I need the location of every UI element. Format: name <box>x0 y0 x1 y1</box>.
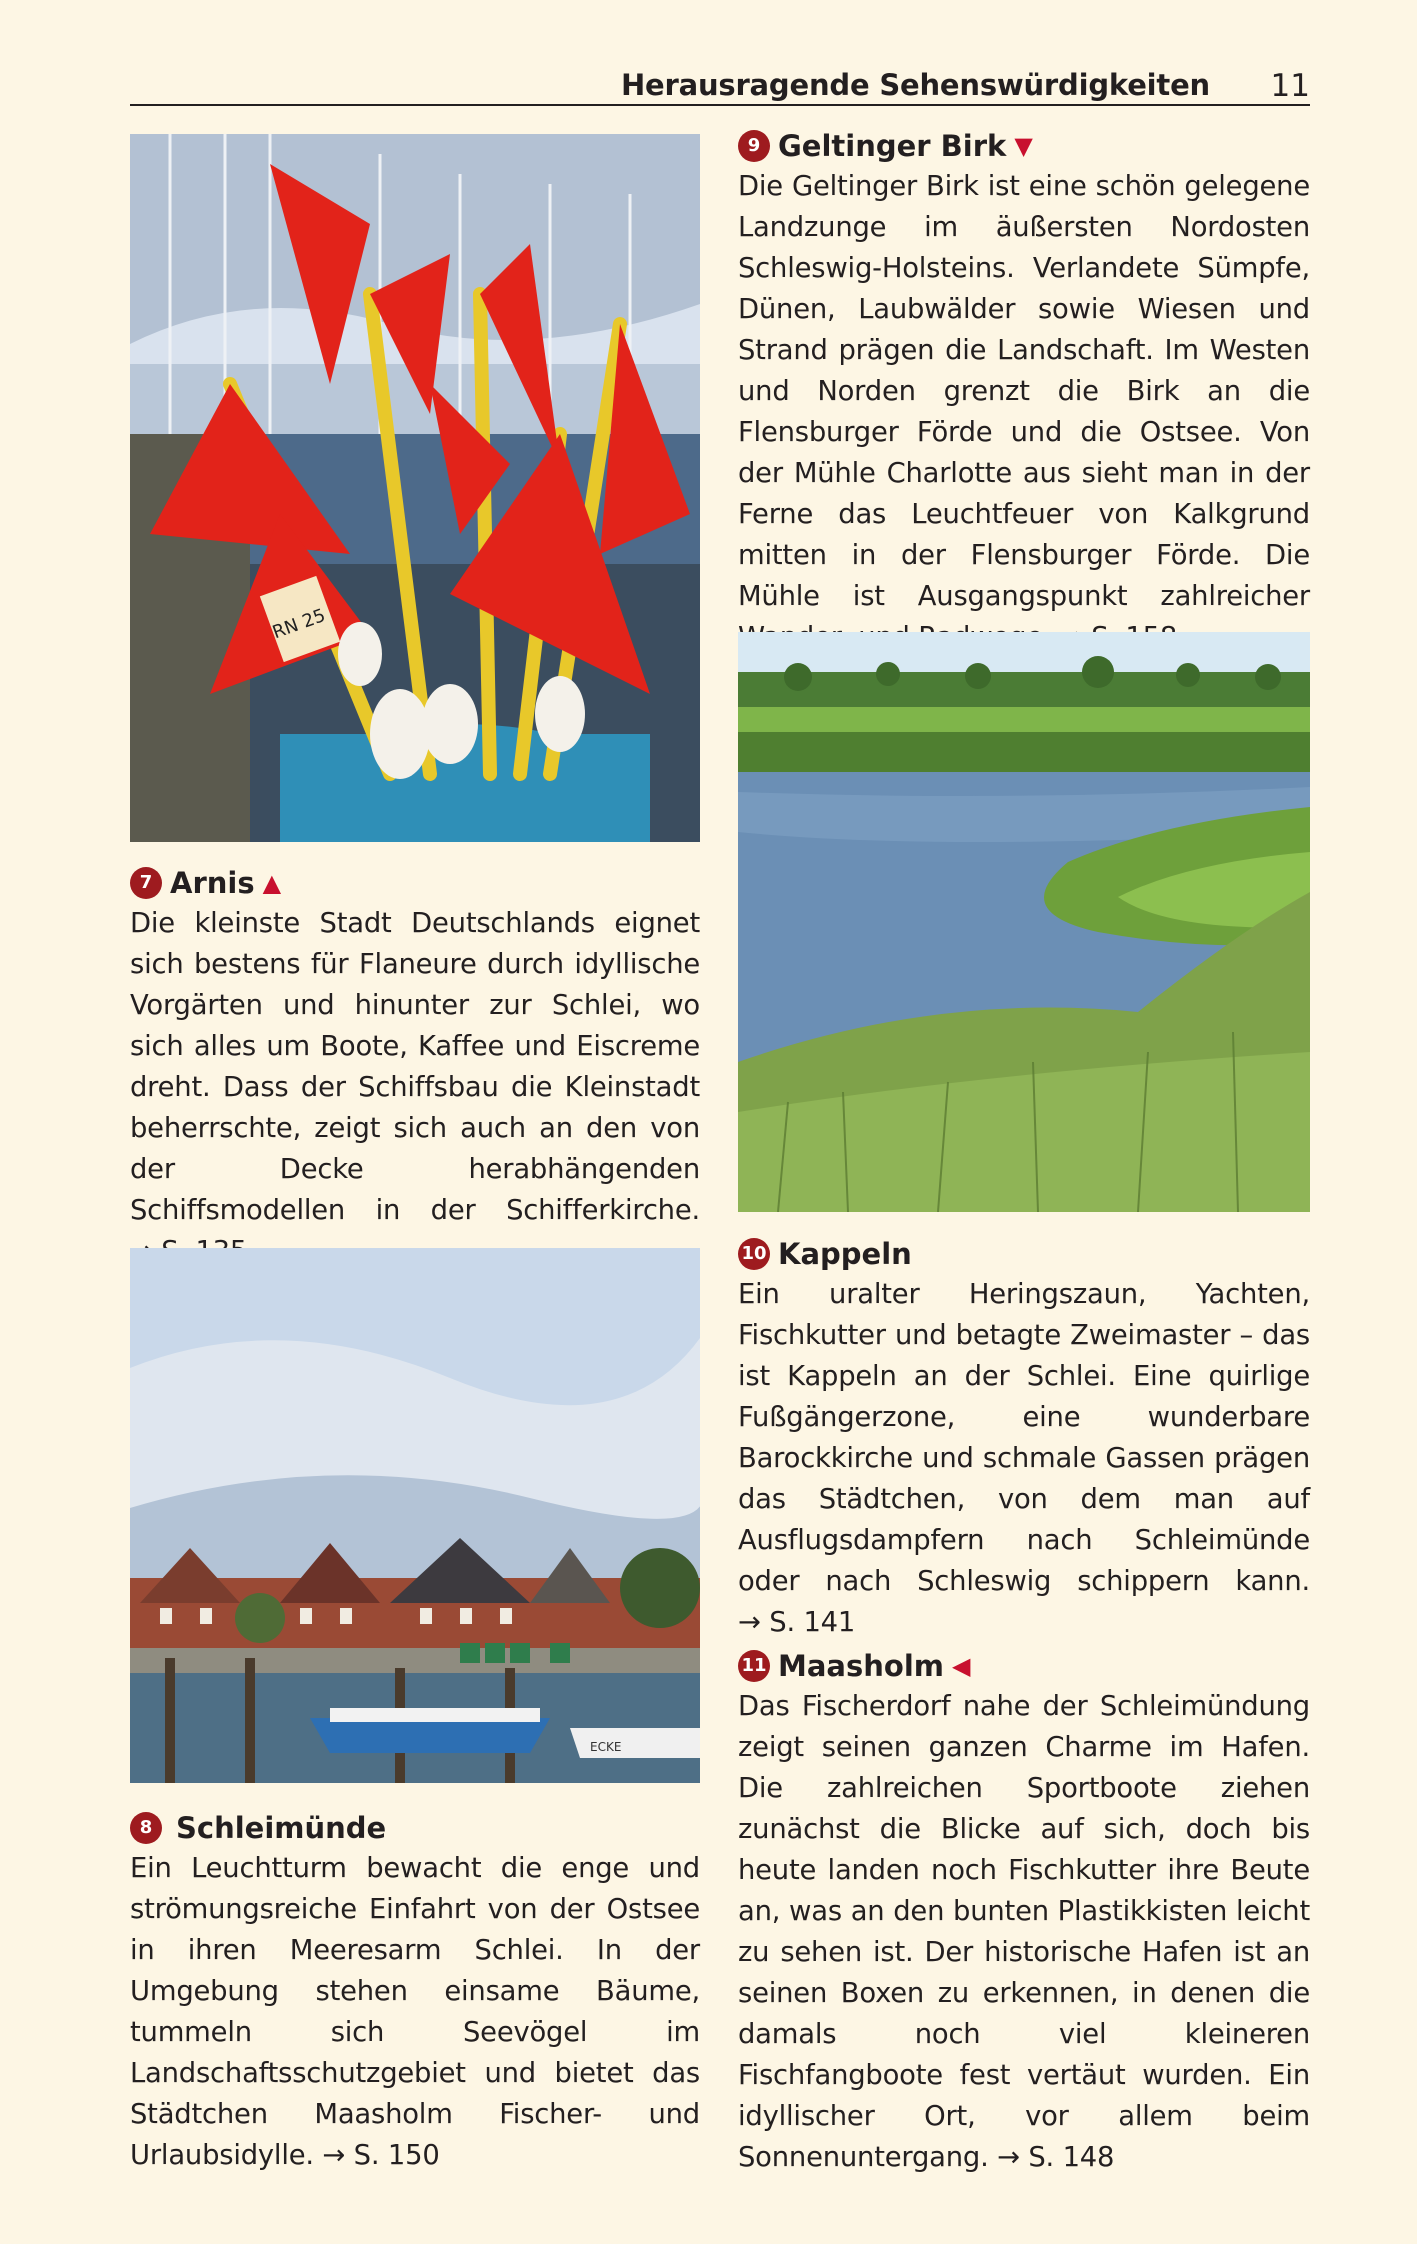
arrow-down-icon: ▼ <box>1014 132 1033 160</box>
entry-schleimuende <box>130 1808 700 2176</box>
buoy-label: RN 25 <box>269 604 329 644</box>
photo-fishing-flags <box>130 134 700 842</box>
entry-number-badge: 10 <box>738 1238 770 1270</box>
section-title: Herausragende Sehenswürdigkeiten <box>620 68 1210 102</box>
page-reference: → S. 150 <box>322 2140 440 2171</box>
entry-number-badge: 8 <box>130 1812 162 1844</box>
entry-number-badge: 9 <box>738 130 770 162</box>
photo-geltinger-birk <box>738 632 1310 1212</box>
entry-number-badge: 11 <box>738 1650 770 1682</box>
page-reference: → S. 148 <box>997 2142 1115 2173</box>
entry-text <box>130 903 700 1272</box>
page-number: 11 <box>1270 68 1310 104</box>
entry-heading <box>738 126 1310 166</box>
entry-title: Maasholm <box>778 1649 944 1683</box>
entry-geltinger-birk <box>738 126 1310 658</box>
entry-number-badge: 7 <box>130 867 162 899</box>
entry-body: Das Fischerdorf nahe der Schleimündung zeigt seinen ganzen Charme im Hafen. Die zahlreichen Sportboote ziehen zunächst die Blicke auf sich, doch bis heute landen noch Fischkutter ihre Beute an, was an den bunten Plastikkisten leicht zu sehen ist. Der historische Hafen ist an seinen Boxen zu erkennen, in denen die damals noch viel kleineren Fischfangboote fest vertäut wurden. Ein idyllischer Ort, vor allem beim Sonnenuntergang. <box>738 1691 1310 2173</box>
entry-text <box>130 1848 700 2176</box>
running-header <box>130 66 1310 106</box>
entry-arnis <box>130 863 700 1272</box>
entry-text <box>738 166 1310 658</box>
entry-heading <box>130 863 700 903</box>
arrow-left-icon: ◀ <box>952 1652 971 1680</box>
page-reference: → S. 141 <box>738 1607 856 1638</box>
entry-kappeln <box>738 1234 1310 1643</box>
entry-maasholm <box>738 1646 1310 2178</box>
entry-heading <box>738 1646 1310 1686</box>
arrow-up-icon: ▲ <box>262 869 282 897</box>
photo-harbor <box>130 1248 700 1783</box>
entry-title: Geltinger Birk <box>778 129 1007 163</box>
boat-label: ECKE <box>590 1740 622 1754</box>
entry-body: Ein uralter Heringszaun, Yachten, Fischkutter und betagte Zweimaster – das ist Kappeln an der Schlei. Eine quirlige Fußgängerzone, eine wunderbare Barockkirche und schmale Gassen prägen das Städtchen, von dem man auf Ausflugsdampfern nach Schleimünde oder nach Schleswig schippern kann. <box>738 1279 1310 1597</box>
entry-title: Schleimünde <box>176 1811 387 1845</box>
entry-heading <box>130 1808 700 1848</box>
entry-heading <box>738 1234 1310 1274</box>
entry-title: Arnis <box>170 866 255 900</box>
entry-text <box>738 1686 1310 2178</box>
entry-text <box>738 1274 1310 1643</box>
entry-body: Die kleinste Stadt Deutschlands eignet sich bestens für Flaneure durch idyllische Vorgärten und hinunter zur Schlei, wo sich alles um Boote, Kaffee und Eiscreme dreht. Dass der Schiffsbau die Kleinstadt beherrschte, zeigt sich auch an den von der Decke herabhängenden Schiffsmodellen in der Schifferkirche. <box>130 908 700 1226</box>
entry-body: Ein Leuchtturm bewacht die enge und strömungsreiche Einfahrt von der Ostsee in ihren Meeresarm Schlei. In der Umgebung stehen einsame Bäume, tummeln sich Seevögel im Landschaftsschutzgebiet und bietet das Städtchen Maasholm Fischer- und Urlaubsidylle. <box>130 1853 700 2171</box>
entry-body: Die Geltinger Birk ist eine schön gelegene Landzunge im äußersten Nordosten Schleswig-Holsteins. Verlandete Sümpfe, Dünen, Laubwälder sowie Wiesen und Strand prägen die Landschaft. Im Westen und Norden grenzt die Birk an die Flensburger Förde und die Ostsee. Von der Mühle Charlotte aus sieht man in der Ferne das Leuchtfeuer von Kalkgrund mitten in der Flensburger Förde. Die Mühle ist Ausgangspunkt zahlreicher <box>738 171 1310 612</box>
entry-title: Kappeln <box>778 1237 912 1271</box>
